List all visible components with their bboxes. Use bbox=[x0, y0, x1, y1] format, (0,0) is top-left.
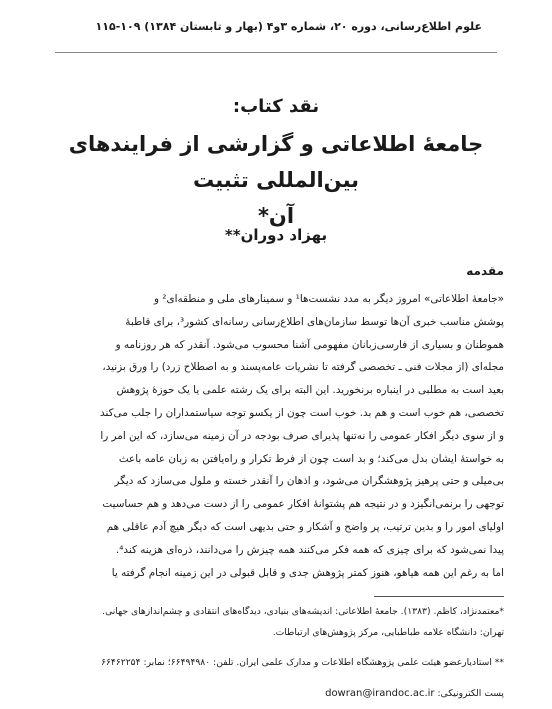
header-rule bbox=[55, 52, 497, 53]
body-line: به خواستهٔ ایشان بدل می‌کند؛ و بد است چون از فرط تکرار و راه‌یافتن به زبان عامه باعث bbox=[118, 452, 504, 465]
footnote-rule bbox=[374, 596, 504, 597]
article-title bbox=[64, 126, 488, 234]
footnote-line: *معتمدنژاد، کاظم. (۱۳۸۳). جامعهٔ اطلاعاتی: اندیشه‌های بنیادی، دیدگاه‌های انتقادی و چشم‌اندازهای جهانی. bbox=[102, 606, 504, 617]
email-label: پست الکترونیکی: bbox=[437, 687, 504, 699]
body-line: بعید است به مطلبی در اینباره برنخورید. این البته برای یک رشته علمی یا یک حوزهٔ پژوهش bbox=[116, 384, 504, 397]
email-line bbox=[62, 684, 504, 705]
body-line: بی‌میلی و حتی پرهیز پژوهشگران می‌شود، و اذهان را آنقدر خسته و ملول می‌سازد که دیگر bbox=[114, 475, 504, 488]
body-line: هموطنان و بسیاری از فارسی‌زبانان مفهومی آشنا محسوب می‌شود. آنقدر که هر روزنامه و bbox=[115, 338, 504, 351]
title-line: آن* bbox=[257, 204, 295, 228]
body-line: «جامعهٔ اطلاعاتی» امروز دیگر به مدد نشست‌ها¹ و سمینارهای ملی و منطقه‌ای² و bbox=[153, 293, 504, 305]
running-header: علوم اطلاع‌رسانی، دوره ۲۰، شماره ۳و۴ (بهار و تابستان ۱۳۸۴) ۱۰۹-۱۱۵ bbox=[95, 20, 482, 33]
body-line: تخصصی، هم خوب است و هم بد. خوب است چون از یکسو توجه سیاستمداران را جلب می‌کند bbox=[100, 406, 504, 419]
body-line: مجله‌ای (از مجلات فنی ـ تخصصی گرفته تا نشریات عامه‌پسند و به اصطلاح زرد) را ورق بزنید، bbox=[102, 361, 504, 374]
email-link[interactable]: dowran@irandoc.ac.ir bbox=[325, 687, 435, 699]
body-line: پیدا نمی‌شود که برای چیزی که همه فکر می‌کنند همه چیزش را می‌دانند، ذره‌ای هزینه کند⁴. bbox=[115, 543, 504, 556]
title-line: جامعهٔ اطلاعاتی و گزارشی از فرایندهای بین‌المللی تثبیت bbox=[68, 132, 484, 192]
body-line: اما به رغم این همه هیاهو، هنوز کمتر پژوهش جدی و قابل قبولی در این زمینه انجام گرفته یا bbox=[111, 566, 504, 579]
footnote-line: تهران: دانشگاه علامه طباطبایی، مرکز پژوهش‌های ارتباطات. bbox=[272, 626, 504, 638]
footnotes bbox=[62, 602, 504, 704]
body-text bbox=[62, 288, 504, 584]
author-name: بهزاد دوران** bbox=[224, 226, 328, 244]
footnote-gap bbox=[62, 674, 504, 684]
body-line: اولیای امور را و بدین ترتیب، پر واضح و آشکار و حتی بدیهی است که دیگر هیچ آدم عاقلی هم bbox=[106, 520, 504, 533]
body-line: توجهی را برنمی‌انگیزد و در نتیجه هم پشتوانهٔ افکار عمومی را از دست می‌دهد و هم حساسیت bbox=[102, 498, 504, 511]
section-heading: مقدمه bbox=[466, 264, 504, 278]
body-line: پوشش مناسب خبری آن‌ها توسط سازمان‌های اطلاع‌رسانی رسانه‌ای کشور³، برای قاطبهٔ bbox=[125, 315, 504, 328]
section-label: نقد کتاب: bbox=[232, 96, 320, 117]
footnote-line: ** استادیار‌عضو هیئت علمی پژوهشگاه اطلاعات و مدارک علمی ایران. تلفن: ۶۶۴۹۴۹۸۰؛ نمابر: ۶۶۴۶۲۲۵۴ bbox=[101, 657, 504, 668]
footnote-gap bbox=[62, 643, 504, 653]
body-line: و از سوی دیگر افکار عمومی را نه‌تنها پذیرای صرف بودجه در آن زمینه می‌سازد، که این امر را bbox=[100, 429, 504, 442]
